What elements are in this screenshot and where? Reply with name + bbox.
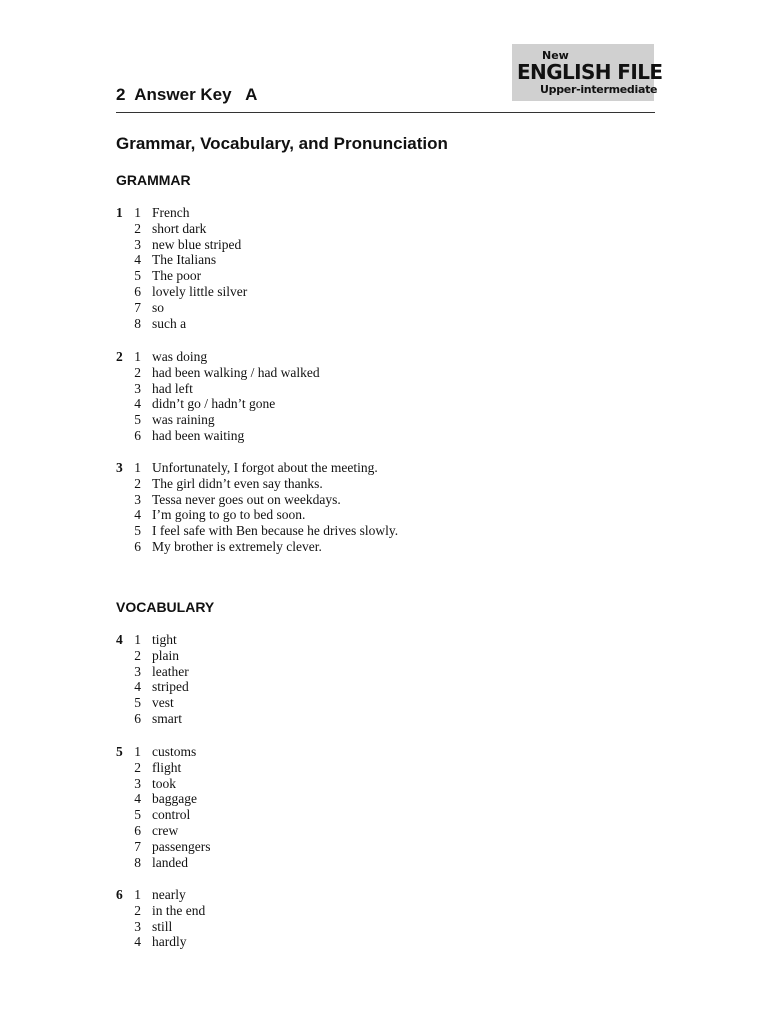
answer-text: didn’t go / hadn’t gone [152,396,276,412]
answer-text: vest [152,695,174,711]
answer-text: The girl didn’t even say thanks. [152,475,323,491]
question-block [116,349,320,444]
answer-row [116,679,189,695]
answer-text: had been walking / had walked [152,364,320,380]
answer-row [116,300,247,316]
question-block [116,205,247,331]
answer-number: 3 [134,236,141,252]
answer-text: passengers [152,838,211,854]
answer-row [116,919,205,935]
answer-row [116,664,189,680]
answer-row [116,648,189,664]
question-number: 6 [116,887,123,902]
answer-row [116,744,210,760]
answer-number: 8 [134,854,141,870]
answer-row [116,903,205,919]
answer-text: landed [152,854,188,870]
answer-text: had been waiting [152,427,245,443]
answer-number: 5 [134,807,141,823]
answer-row [116,284,247,300]
answer-number: 6 [134,538,141,554]
logo-new-text: New [542,49,569,62]
answer-number: 2 [134,475,141,491]
answer-row [116,221,247,237]
answer-number: 1 [134,349,141,364]
answer-text: was doing [152,349,208,364]
answer-text: took [152,775,177,791]
answer-text: hardly [152,934,187,950]
answer-row [116,381,320,397]
answer-row [116,412,320,428]
answer-row [116,760,210,776]
question-block [116,632,189,727]
answer-number: 3 [134,380,141,396]
answer-text: flight [152,759,182,775]
answer-number: 1 [134,205,141,220]
answer-number: 3 [134,663,141,679]
answer-row [116,695,189,711]
answer-text: Unfortunately, I forgot about the meeting. [152,460,378,475]
answer-number: 2 [134,364,141,380]
logo-level-text: Upper-intermediate [540,83,658,96]
answer-number: 1 [134,887,141,902]
answer-row [116,205,247,221]
answer-number: 4 [134,934,141,950]
answer-text: My brother is extremely clever. [152,538,322,554]
answer-row [116,365,320,381]
answer-text: had left [152,380,193,396]
answer-row [116,237,247,253]
answer-number: 6 [134,822,141,838]
answer-row [116,711,189,727]
answer-text: nearly [152,887,186,902]
answer-text: lovely little silver [152,283,248,299]
answer-number: 3 [134,775,141,791]
answer-text: new blue striped [152,236,242,252]
answer-number: 4 [134,507,141,523]
answer-row [116,523,398,539]
answer-row [116,934,205,950]
answer-number: 3 [134,918,141,934]
answer-text: was raining [152,412,215,428]
question-number: 4 [116,632,123,647]
answer-row [116,791,210,807]
answer-row [116,492,398,508]
answer-text: French [152,205,190,220]
answer-row [116,396,320,412]
answer-row [116,507,398,523]
answer-row [116,632,189,648]
answer-number: 7 [134,299,141,315]
answer-row [116,268,247,284]
answer-text: The Italians [152,252,217,268]
answer-number: 5 [134,412,141,428]
answer-row [116,460,398,476]
answer-text: plain [152,647,179,663]
answer-text: I feel safe with Ben because he drives slowly. [152,523,399,539]
question-block [116,887,205,950]
answer-text: so [152,299,165,315]
answer-row [116,855,210,871]
answer-text: in the end [152,902,206,918]
answer-text: I’m going to go to bed soon. [152,507,306,523]
answer-number: 6 [134,710,141,726]
answer-row [116,776,210,792]
answer-number: 4 [134,679,141,695]
answer-text: still [152,918,173,934]
answer-text: short dark [152,220,207,236]
answer-number: 5 [134,523,141,539]
question-number: 3 [116,460,123,475]
answer-row [116,807,210,823]
answer-number: 2 [134,647,141,663]
answer-row [116,539,398,555]
answer-number: 6 [134,427,141,443]
answer-text: leather [152,663,189,679]
answer-number: 1 [134,460,141,475]
answer-row [116,252,247,268]
question-block [116,460,398,555]
answer-text: crew [152,822,179,838]
answer-text: control [152,807,191,823]
answer-text: Tessa never goes out on weekdays. [152,491,341,507]
grammar-heading: GRAMMAR [116,172,191,188]
answer-number: 1 [134,744,141,759]
answer-number: 3 [134,491,141,507]
answer-text: such a [152,315,187,331]
answer-number: 5 [134,268,141,284]
answer-number: 2 [134,902,141,918]
answer-number: 5 [134,695,141,711]
answer-row [116,476,398,492]
page-title: 2 Answer Key A [116,85,258,104]
question-number: 5 [116,744,123,759]
answer-row [116,428,320,444]
question-number: 1 [116,205,123,220]
answer-row [116,349,320,365]
english-file-logo [512,44,663,101]
answer-text: tight [152,632,177,647]
section-title: Grammar, Vocabulary, and Pronunciation [116,134,448,153]
answer-number: 4 [134,396,141,412]
question-number: 2 [116,349,123,364]
header-divider [116,112,655,113]
answer-number: 4 [134,252,141,268]
answer-text: smart [152,710,182,726]
answer-row [116,887,205,903]
answer-number: 8 [134,315,141,331]
question-block [116,744,210,870]
answer-number: 7 [134,838,141,854]
answer-number: 1 [134,632,141,647]
answer-number: 2 [134,220,141,236]
answer-text: striped [152,679,189,695]
answer-number: 2 [134,759,141,775]
answer-number: 4 [134,791,141,807]
answer-number: 6 [134,283,141,299]
logo-title-text: ENGLISH FILE [517,60,663,84]
answer-row [116,316,247,332]
answer-text: The poor [152,268,202,284]
answer-text: baggage [152,791,197,807]
answer-row [116,839,210,855]
answer-text: customs [152,744,197,759]
vocabulary-heading: VOCABULARY [116,599,215,615]
answer-row [116,823,210,839]
